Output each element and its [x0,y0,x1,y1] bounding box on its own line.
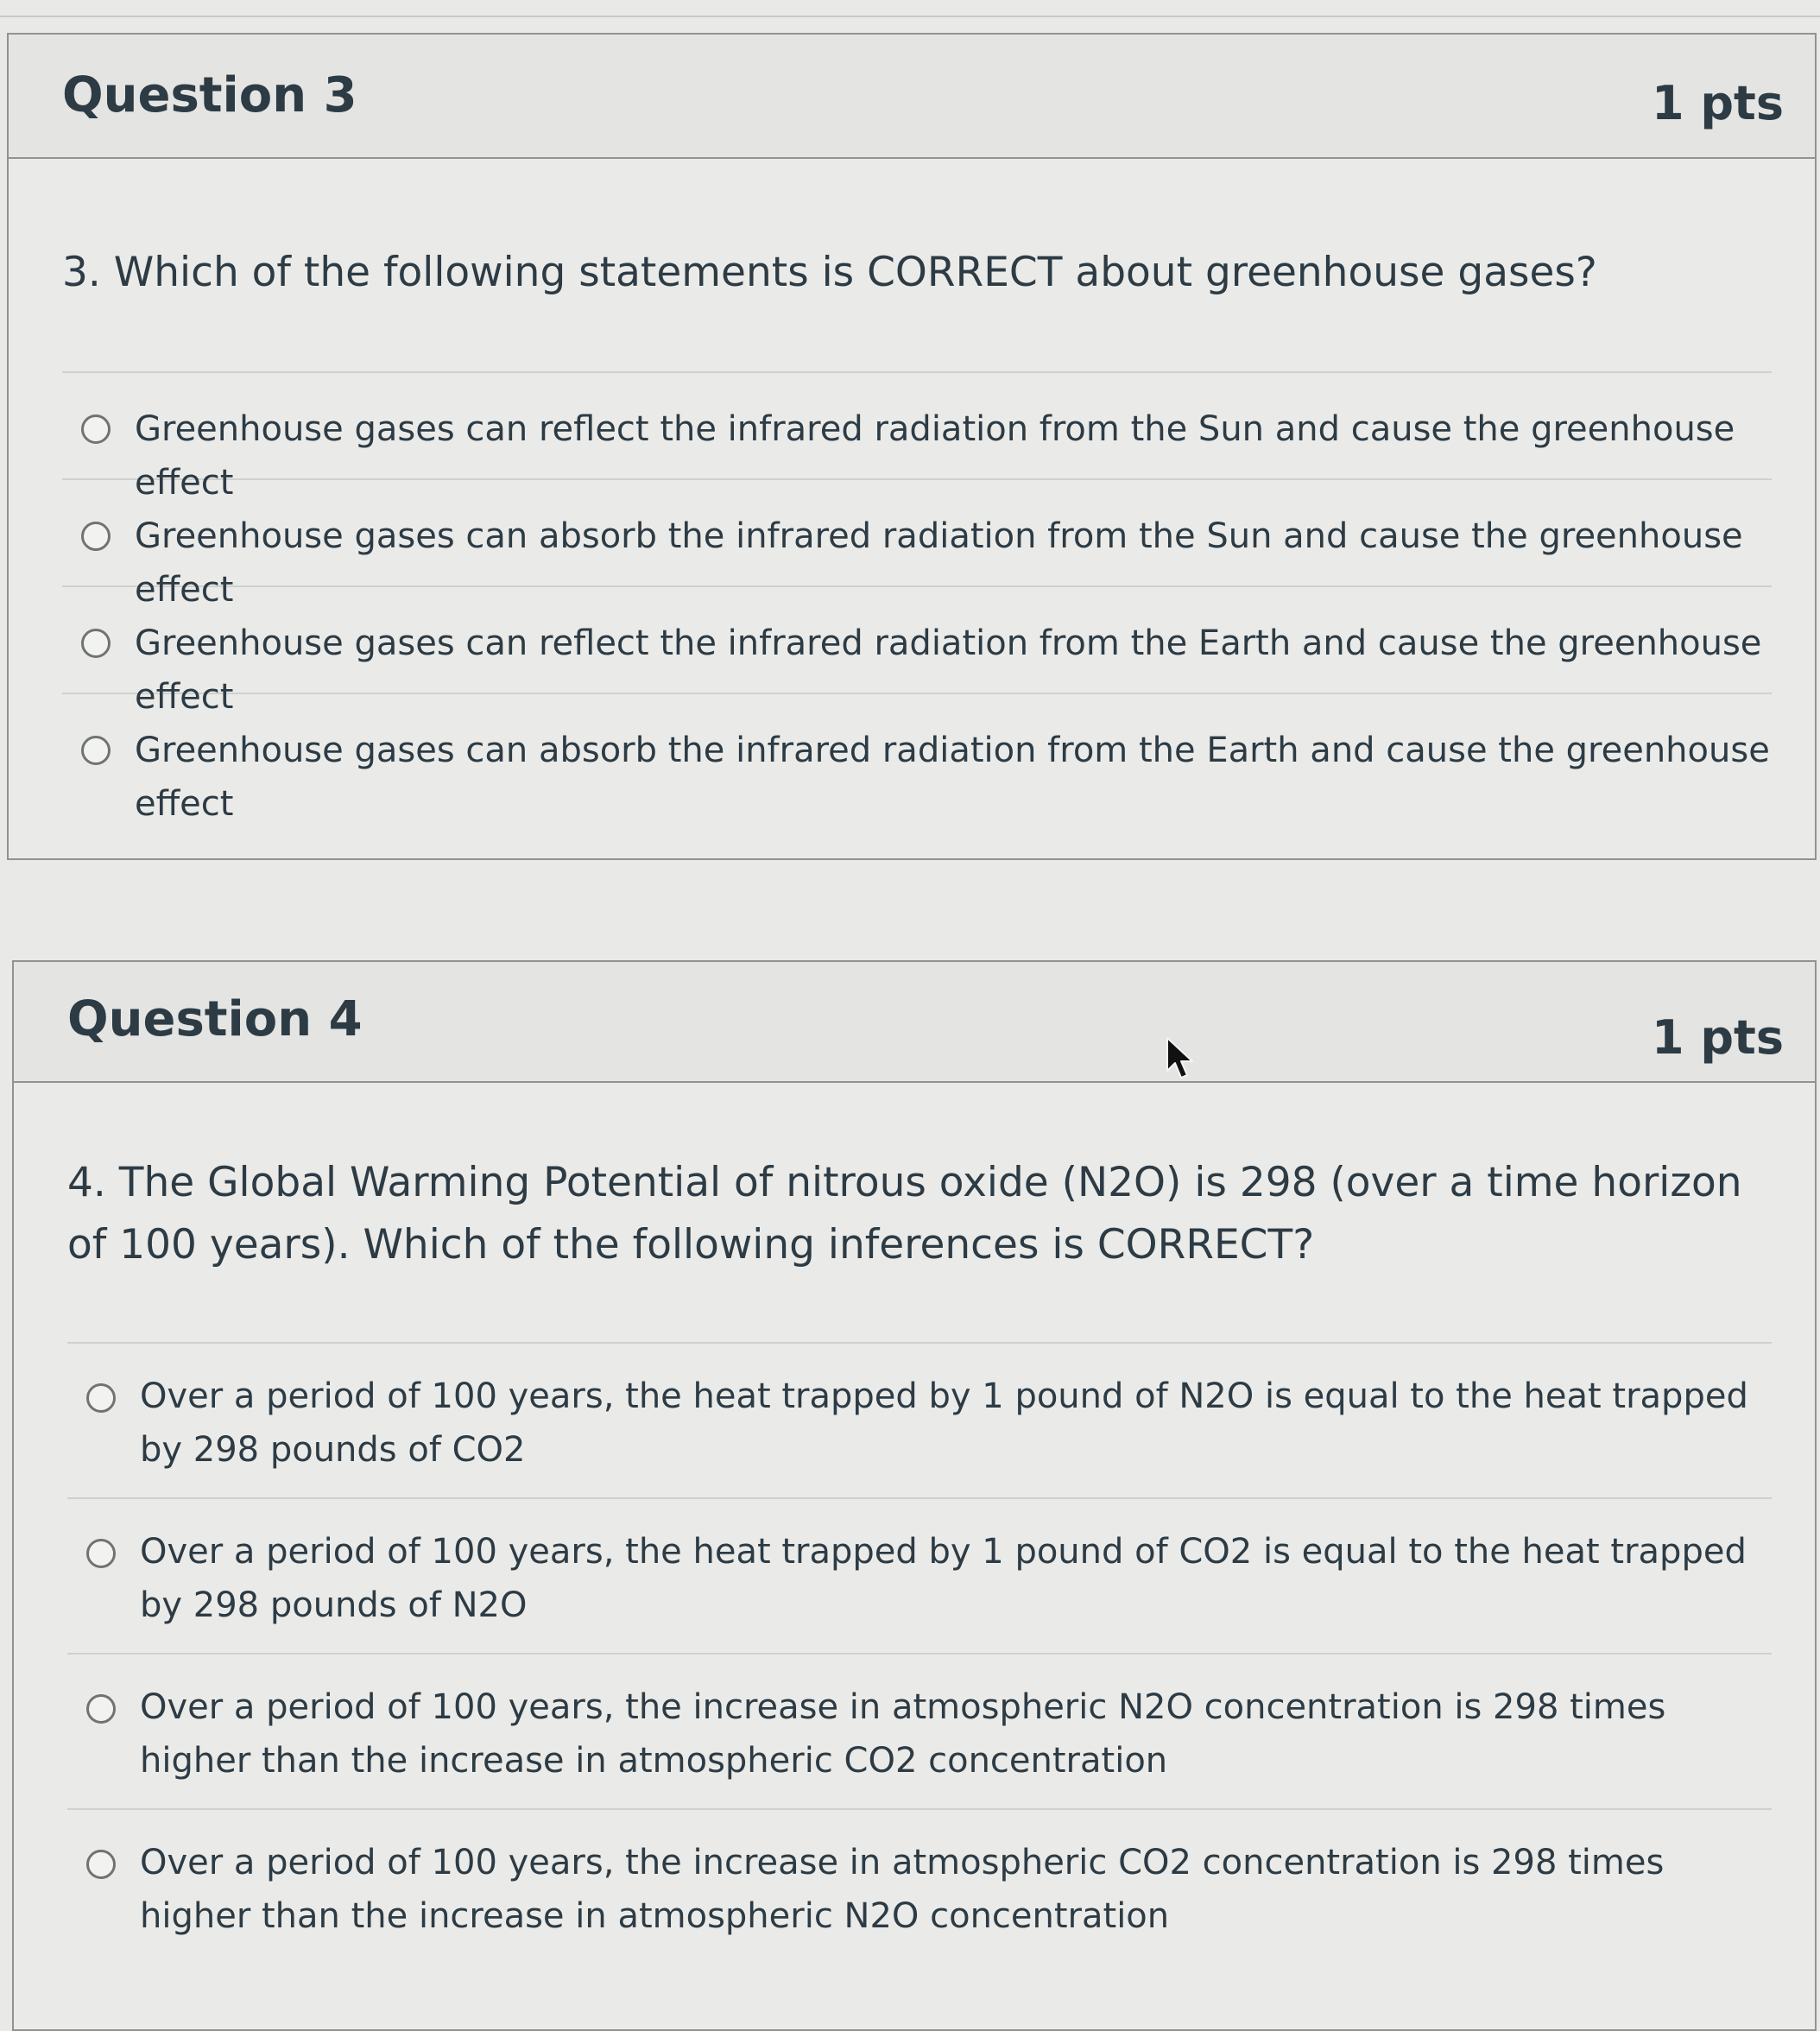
radio-button-icon[interactable] [86,1694,116,1724]
question-4-answer-a[interactable] [67,1344,1772,1499]
question-4-answer-c[interactable] [67,1655,1772,1810]
radio-button-icon[interactable] [81,414,111,444]
mouse-pointer-icon [1166,1036,1195,1081]
question-4-header [14,962,1815,1083]
radio-button-icon[interactable] [81,736,111,765]
question-4-answers [67,1342,1772,1965]
radio-button-icon[interactable] [86,1850,116,1879]
page-top-divider [0,16,1820,17]
radio-button-icon[interactable] [81,629,111,658]
answer-label[interactable]: Over a period of 100 years, the heat trapped by 1 pound of CO2 is equal to the heat trapped by 298 pounds of N2O [140,1532,1747,1625]
question-4-points: 1 pts [1652,1010,1784,1065]
answer-label[interactable]: Over a period of 100 years, the heat trapped by 1 pound of N2O is equal to the heat trapped by 298 pounds of CO2 [140,1376,1748,1470]
question-3-answers [62,371,1772,824]
question-3-answer-b[interactable] [62,480,1772,610]
question-3-answer-c[interactable] [62,587,1772,717]
question-3-points: 1 pts [1652,76,1784,130]
question-4-answer-d[interactable] [67,1810,1772,1965]
answer-label[interactable]: Over a period of 100 years, the increase in atmospheric N2O concentration is 298 times higher than the increase in atmospheric CO2 concentration [140,1687,1666,1781]
question-3-title: Question 3 [62,67,357,123]
answer-label[interactable]: Greenhouse gases can absorb the infrared radiation from the Earth and cause the greenhouse effect [135,731,1770,824]
radio-button-icon[interactable] [81,522,111,551]
radio-button-icon[interactable] [86,1539,116,1568]
answer-label[interactable]: Greenhouse gases can reflect the infrared radiation from the Sun and cause the greenhouse effect [135,409,1735,503]
answer-label[interactable]: Greenhouse gases can absorb the infrared radiation from the Sun and cause the greenhouse effect [135,516,1743,610]
question-3-header [9,35,1815,159]
question-4-card [12,960,1817,2031]
question-4-text: 4. The Global Warming Potential of nitrous oxide (N2O) is 298 (over a time horizon of 100 years). Which of the following inferences is CORRECT? [67,1159,1742,1269]
question-3-card [7,33,1817,860]
answer-label[interactable]: Greenhouse gases can reflect the infrared radiation from the Earth and cause the greenhouse effect [135,623,1762,717]
question-3-text: 3. Which of the following statements is CORRECT about greenhouse gases? [62,249,1597,296]
question-4-title: Question 4 [67,991,363,1047]
question-4-answer-b[interactable] [67,1499,1772,1655]
question-3-answer-a[interactable] [62,373,1772,503]
question-3-answer-d[interactable] [62,694,1772,824]
radio-button-icon[interactable] [86,1383,116,1413]
answer-label[interactable]: Over a period of 100 years, the increase in atmospheric CO2 concentration is 298 times higher than the increase in atmospheric N2O concentration [140,1843,1665,1936]
